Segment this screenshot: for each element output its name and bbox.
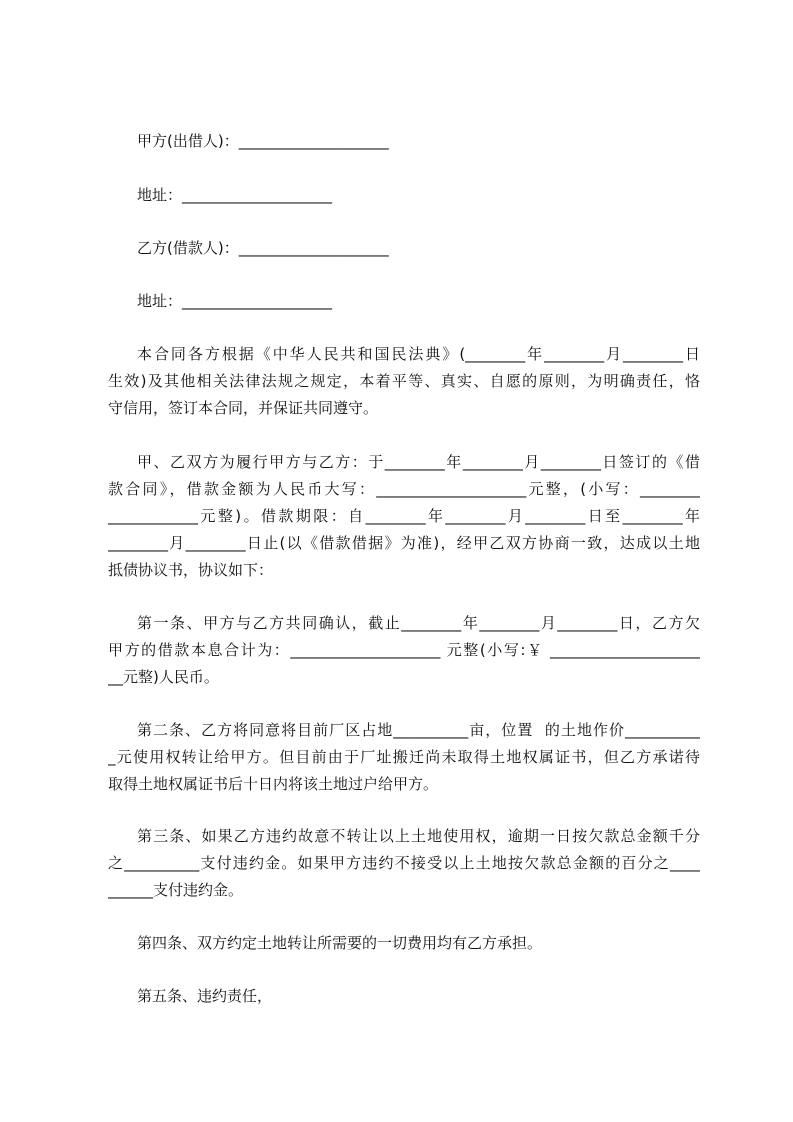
preamble-line: 守信用，签订本合同，并保证共同遵守。: [108, 399, 379, 417]
background-line: ____________元整)。借款期限：自________年________月________日至________年: [108, 507, 700, 525]
background-line: 抵债协议书，协议如下：: [108, 561, 274, 579]
party-a-line: 甲方(出借人)：____________________: [137, 132, 389, 150]
article-3-line: 第三条、如果乙方违约故意不转让以上土地使用权，逾期一日按欠款总金额千分: [137, 827, 700, 845]
article-1-line: 第一条、甲方与乙方共同确认，截止________年________月________日，乙方欠: [137, 614, 700, 632]
preamble-line: 生效)及其他相关法律法规之规定，本着平等、真实、自愿的原则，为明确责任，恪: [108, 372, 700, 390]
article-4: 第四条、双方约定土地转让所需要的一切费用均有乙方承担。: [137, 934, 543, 952]
article-1-line: __元整)人民币。: [108, 668, 219, 686]
preamble-line: 本合同各方根据《中华人民共和国民法典》(________年________月________日: [137, 345, 700, 363]
article-1-line: 甲方的借款本息合计为：____________________ 元整(小写:￥ ____________________: [108, 641, 700, 659]
article-5: 第五条、违约责任，: [137, 987, 273, 1005]
party-b-line: 乙方(借款人)：____________________: [137, 239, 389, 257]
article-3-line: ______支付违约金。: [108, 881, 244, 899]
background-line: 款合同》，借款金额为人民币大写：____________________元整，(小写：________: [108, 480, 700, 498]
article-2-line: 取得土地权属证书后十日内将该土地过户给甲方。: [108, 775, 439, 793]
article-2-line: _元使用权转让给甲方。但目前由于厂址搬迁尚未取得土地权属证书，但乙方承诺待: [108, 748, 700, 766]
background-line: ________月________日止(以《借款借据》为准)，经甲乙双方协商一致，达成以土地: [108, 534, 700, 552]
party-a-address-line: 地址：____________________: [137, 186, 333, 204]
article-3-line: 之__________支付违约金。如果甲方违约不接受以上土地按欠款总金额的百分之____: [108, 854, 700, 872]
party-b-address-line: 地址：____________________: [137, 292, 333, 310]
background-line: 甲、乙双方为履行甲方与乙方：于________年________月________日签订的《借: [137, 453, 700, 471]
article-2-line: 第二条、乙方将同意将目前厂区占地__________亩，位置 的土地作价__________: [137, 721, 700, 739]
